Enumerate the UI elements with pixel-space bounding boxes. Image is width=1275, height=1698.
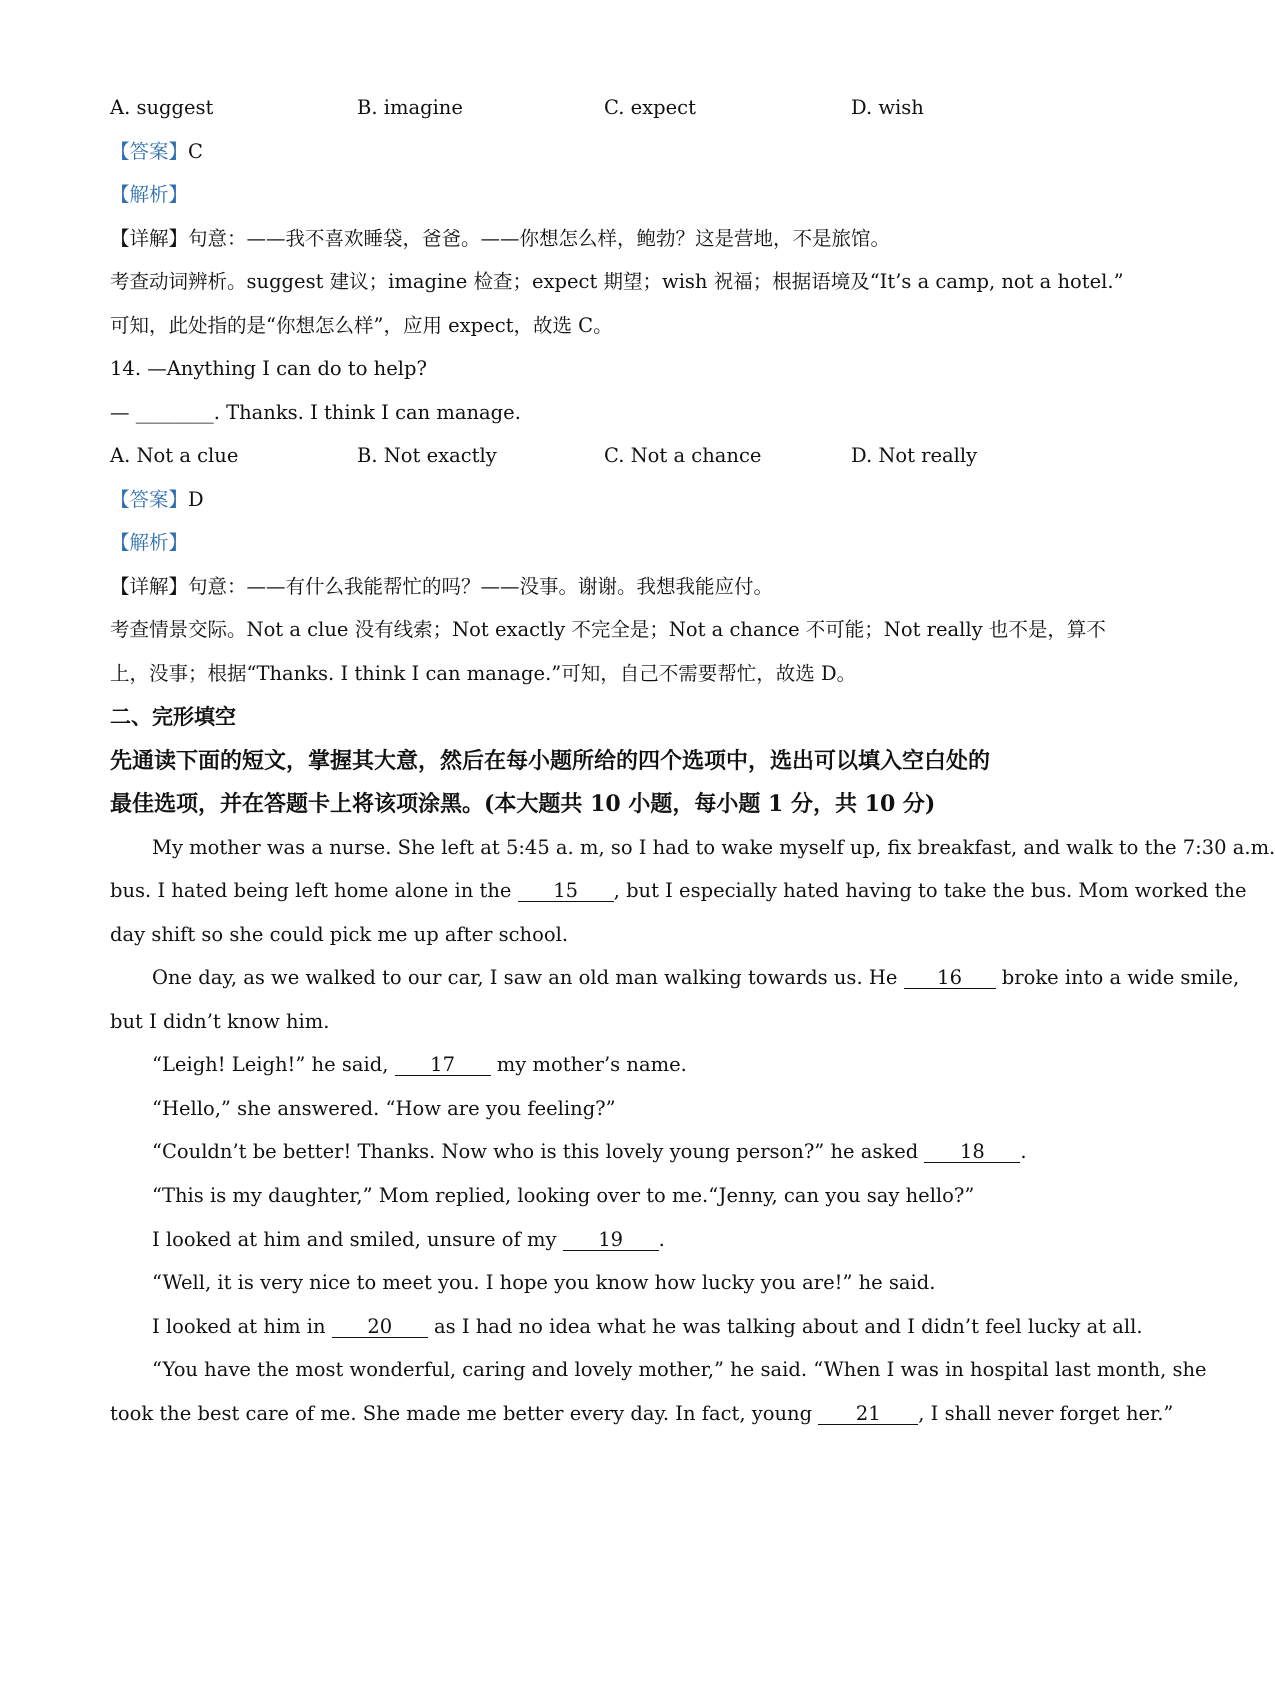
analysis-tag: 【解析】 xyxy=(110,531,189,554)
blank-21: 21 xyxy=(818,1404,918,1425)
blank-18: 18 xyxy=(924,1142,1020,1163)
blank-20: 20 xyxy=(332,1317,428,1338)
q13-answer xyxy=(110,140,203,164)
blank-19: 19 xyxy=(563,1230,659,1251)
passage-p1-line3: day shift so she could pick me up after school. xyxy=(110,923,569,946)
passage-p10-line2 xyxy=(110,1402,1173,1426)
text-run: I looked at him and smiled, unsure of my xyxy=(152,1228,563,1251)
passage-p1-line2 xyxy=(110,879,1247,903)
q14-option-c: C. Not a chance xyxy=(604,444,762,467)
q14-analysis xyxy=(110,531,188,555)
q14-options xyxy=(110,444,1110,468)
passage-p6: “This is my daughter,” Mom replied, looking over to me.“Jenny, can you say hello?” xyxy=(152,1184,975,1207)
q13-explanation-line1: 考查动词辨析。suggest 建议；imagine 检查；expect 期望；wish 祝福；根据语境及“It’s a camp, not a hotel.” xyxy=(110,270,1124,293)
text-run: bus. I hated being left home alone in the xyxy=(110,879,518,902)
section-instruction-line2: 最佳选项，并在答题卡上将该项涂黑。(本大题共 10 小题，每小题 1 分，共 10 分) xyxy=(110,791,936,817)
passage-p3 xyxy=(152,1053,687,1077)
q14-option-b: B. Not exactly xyxy=(357,444,497,467)
text-run: . xyxy=(1020,1140,1027,1163)
q13-option-c: C. expect xyxy=(604,96,696,119)
text-run: One day, as we walked to our car, I saw an old man walking towards us. He xyxy=(152,966,904,989)
q13-option-b: B. imagine xyxy=(357,96,463,119)
q14-question: 14. —Anything I can do to help? xyxy=(110,357,427,380)
section-instruction-line1: 先通读下面的短文，掌握其大意，然后在每小题所给的四个选项中，选出可以填入空白处的 xyxy=(110,748,991,774)
q14-explanation-line2: 上，没事；根据“Thanks. I think I can manage.”可知，自己不需要帮忙，故选 D。 xyxy=(110,662,857,685)
q13-explanation-line2: 可知，此处指的是“你想怎么样”，应用 expect，故选 C。 xyxy=(110,314,613,337)
answer-tag: 【答案】 xyxy=(110,488,189,511)
detail-tag: 【详解】 xyxy=(110,575,189,598)
q14-option-d: D. Not really xyxy=(851,444,978,467)
text-run: “Couldn’t be better! Thanks. Now who is this lovely young person?” he asked xyxy=(152,1140,925,1163)
q14-detail xyxy=(110,575,773,599)
passage-p8: “Well, it is very nice to meet you. I hope you know how lucky you are!” he said. xyxy=(152,1271,936,1294)
answer-value: C xyxy=(188,140,203,163)
detail-text: 句意：——我不喜欢睡袋，爸爸。——你想怎么样，鲍勃？这是营地，不是旅馆。 xyxy=(188,227,891,250)
text-run: . xyxy=(658,1228,665,1251)
passage-p9 xyxy=(152,1315,1143,1339)
blank-16: 16 xyxy=(904,968,996,989)
section-title: 二、完形填空 xyxy=(110,704,236,729)
blank-17: 17 xyxy=(395,1055,491,1076)
text-run: , but I especially hated having to take the bus. Mom worked the xyxy=(613,879,1247,902)
text-run: “Leigh! Leigh!” he said, xyxy=(152,1053,395,1076)
q14-reply xyxy=(110,401,521,425)
q14-answer xyxy=(110,488,204,512)
analysis-tag: 【解析】 xyxy=(110,183,189,206)
text-run: my mother’s name. xyxy=(490,1053,687,1076)
text-run: , I shall never forget her.” xyxy=(918,1402,1174,1425)
passage-p4: “Hello,” she answered. “How are you feeling?” xyxy=(152,1097,616,1120)
passage-p2-line1 xyxy=(152,966,1239,990)
text-run: broke into a wide smile, xyxy=(995,966,1240,989)
q13-analysis xyxy=(110,183,188,207)
passage-p1-line1: My mother was a nurse. She left at 5:45 a. m, so I had to wake myself up, fix breakfast, and walk to the 7:30 a.m. xyxy=(152,836,1275,859)
detail-tag: 【详解】 xyxy=(110,227,189,250)
text-run: as I had no idea what he was talking about and I didn’t feel lucky at all. xyxy=(427,1315,1143,1338)
detail-text: 句意：——有什么我能帮忙的吗？——没事。谢谢。我想我能应付。 xyxy=(188,575,774,598)
q13-detail xyxy=(110,227,890,251)
reply-suffix: . Thanks. I think I can manage. xyxy=(213,401,521,424)
text-run: I looked at him in xyxy=(152,1315,332,1338)
q14-option-a: A. Not a clue xyxy=(110,444,239,467)
passage-p2-line2: but I didn’t know him. xyxy=(110,1010,330,1033)
q13-option-a: A. suggest xyxy=(110,96,214,119)
passage-p7 xyxy=(152,1228,665,1252)
reply-prefix: — xyxy=(110,401,136,424)
reply-blank: ________ xyxy=(135,401,214,424)
q13-option-d: D. wish xyxy=(851,96,924,119)
blank-15: 15 xyxy=(518,881,614,902)
answer-tag: 【答案】 xyxy=(110,140,189,163)
passage-p10-line1: “You have the most wonderful, caring and lovely mother,” he said. “When I was in hospital last month, she xyxy=(152,1358,1207,1381)
q13-options xyxy=(110,96,1110,120)
text-run: took the best care of me. She made me better every day. In fact, young xyxy=(110,1402,819,1425)
answer-value: D xyxy=(188,488,204,511)
passage-p5 xyxy=(152,1140,1027,1164)
q14-explanation-line1: 考查情景交际。Not a clue 没有线索；Not exactly 不完全是；Not a chance 不可能；Not really 也不是，算不 xyxy=(110,618,1106,641)
